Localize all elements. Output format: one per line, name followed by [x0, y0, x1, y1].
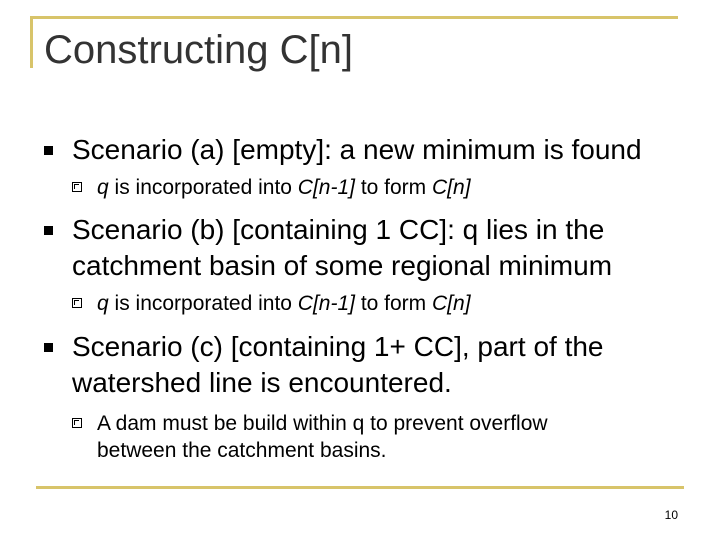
bullet-a-text: Scenario (a) [empty]: a new minimum is found — [72, 134, 642, 165]
bullet-square-icon — [44, 226, 53, 235]
sub-text: to form — [354, 176, 433, 199]
bullet-a-sub — [97, 174, 677, 201]
footer-rule — [36, 486, 684, 489]
sub-text: to form — [354, 292, 433, 315]
title-frame-top-rule — [30, 16, 678, 19]
var-q: q — [97, 292, 109, 315]
slide-title: Constructing C[n] — [44, 28, 354, 72]
bullet-square-icon — [44, 146, 53, 155]
bullet-c-line2: watershed line is encountered. — [72, 367, 452, 398]
sub-text: is incorporated into — [108, 292, 298, 315]
bullet-c-sub-line1: A dam must be build within q to prevent overflow — [97, 412, 548, 435]
bullet-b-sub — [97, 290, 677, 317]
var-c-cur: C[n] — [432, 292, 471, 315]
sub-bullet-hollow-square-icon — [72, 298, 82, 308]
var-c-prev: C[n-1] — [297, 292, 355, 315]
var-c-cur: C[n] — [432, 176, 471, 199]
bullet-b-line2: catchment basin of some regional minimum — [72, 250, 613, 281]
page-number: 10 — [664, 508, 678, 522]
sub-bullet-hollow-square-icon — [72, 418, 82, 428]
var-c-prev: C[n-1] — [297, 176, 355, 199]
sub-bullet-hollow-square-icon — [72, 182, 82, 192]
var-q: q — [97, 176, 109, 199]
sub-text: is incorporated into — [108, 176, 298, 199]
bullet-b-line1: Scenario (b) [containing 1 CC]: q lies in the — [72, 214, 605, 245]
bullet-c-sub — [97, 410, 677, 464]
title-frame-left-rule — [30, 16, 33, 68]
bullet-square-icon — [44, 343, 53, 352]
bullet-c-sub-line2: between the catchment basins. — [97, 439, 387, 462]
bullet-c-text — [72, 329, 692, 401]
bullet-c-line1: Scenario (c) [containing 1+ CC], part of the — [72, 331, 604, 362]
bullet-b-text — [72, 212, 692, 284]
